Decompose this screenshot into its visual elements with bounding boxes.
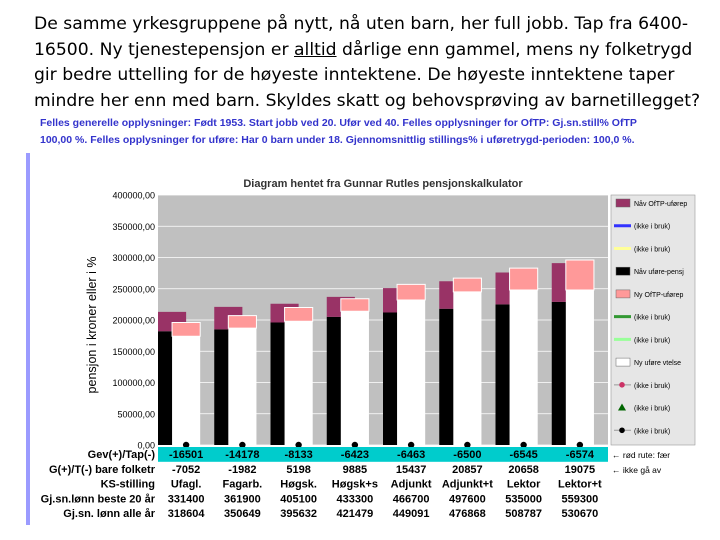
legend-label: Ny uføre vtelse <box>634 360 682 368</box>
legend-swatch <box>616 267 630 275</box>
table-cell: 331400 <box>167 493 205 506</box>
legend-swatch <box>616 358 630 366</box>
table-cell: 395632 <box>280 508 317 521</box>
table-cell: -1982 <box>228 463 257 476</box>
y-tick-label: 0,00 <box>137 440 155 451</box>
y-tick-label: 400000,00 <box>112 190 155 201</box>
bar-new-oftp <box>341 299 369 312</box>
table-cell: 405100 <box>280 493 317 506</box>
table-row-label: Gj.sn. lønn alle år <box>63 508 155 521</box>
legend-label: Nåv OfTP-uførep <box>634 201 688 208</box>
table-cell: Lektor <box>506 478 541 491</box>
table-row-label: G(+)/T(-) bare folketr <box>48 463 155 476</box>
bar-new-oftp <box>566 260 594 290</box>
legend-swatch <box>616 199 630 207</box>
table-cell: Adjunkt+t <box>441 478 493 491</box>
table-cell: Fagarb. <box>222 478 263 491</box>
table-row-note: ← rød rute: fær <box>612 450 671 460</box>
table-cell: -7052 <box>172 463 201 476</box>
table-cell: 449091 <box>392 508 430 521</box>
table-cell: 20857 <box>452 463 483 476</box>
legend-label: (ikke i bruk) <box>634 382 671 390</box>
bar-new-uforeytelse <box>397 300 425 445</box>
y-axis-label: pensjon i kroner eller i % <box>85 256 99 394</box>
table-cell: 9885 <box>342 463 368 476</box>
table-cell: Adjunkt <box>390 478 432 491</box>
header-line-2: 100,00 %. Felles opplysninger for uføre: Har 0 barn under 18. Gjennomsnittlig stillings% i uføretrygd-perioden: 100,0 %. <box>40 134 635 146</box>
table-cell: 535000 <box>505 493 542 506</box>
table-cell: -6463 <box>397 449 426 461</box>
table-cell: 361900 <box>224 493 261 506</box>
bar-new-uforeytelse <box>510 290 538 445</box>
y-tick-label: 200000,00 <box>112 315 155 326</box>
table-cell: 421479 <box>336 508 374 521</box>
table-cell: 5198 <box>286 463 311 476</box>
table-cell: -8133 <box>284 449 313 461</box>
bar-new-uforeytelse <box>172 336 200 445</box>
table-cell: -6500 <box>453 449 482 461</box>
table-cell: 497600 <box>449 493 486 506</box>
table-cell: 318604 <box>167 508 205 521</box>
bar-new-oftp <box>228 316 256 329</box>
table-cell: 559300 <box>561 493 599 506</box>
table-cell: -6574 <box>565 449 594 461</box>
table-cell: 508787 <box>505 508 542 521</box>
bar-new-uforeytelse <box>566 290 594 445</box>
table-cell: -14178 <box>225 449 260 461</box>
legend-label: (ikke i bruk) <box>634 405 671 413</box>
table-cell: Ufagl. <box>170 478 202 491</box>
table-cell: 530670 <box>561 508 599 521</box>
bar-new-oftp <box>172 323 200 337</box>
table-cell: Høgsk. <box>280 478 317 491</box>
legend-swatch <box>619 427 625 433</box>
legend-label: (ikke i bruk) <box>634 314 671 322</box>
general-info-header <box>26 113 698 153</box>
pension-chart <box>26 155 698 525</box>
y-tick-label: 350000,00 <box>112 221 155 232</box>
table-cell: 466700 <box>392 493 430 506</box>
table-cell: 433300 <box>336 493 374 506</box>
table-cell: 15437 <box>395 463 427 476</box>
table-cell: Lektor+t <box>558 478 602 491</box>
table-cell: 476868 <box>449 508 486 521</box>
bar-new-oftp <box>510 268 538 290</box>
table-cell: 19075 <box>564 463 596 476</box>
legend-label: (ikke i bruk) <box>634 246 671 254</box>
table-row-label: Gj.sn.lønn beste 20 år <box>40 493 155 506</box>
y-tick-label: 50000,00 <box>117 409 155 420</box>
table-cell: 350649 <box>224 508 261 521</box>
table-cell: -6545 <box>509 449 538 461</box>
header-line-1: Felles generelle opplysninger: Født 1953. Start jobb ved 20. Ufør ved 40. Felles opplysninger for OfTP: Gj.sn.still% OfTP <box>40 117 637 129</box>
bar-new-oftp <box>453 278 481 292</box>
y-tick-label: 150000,00 <box>112 346 155 357</box>
legend-label: Ny OfTP-uførep <box>634 291 684 299</box>
legend-label: (ikke i bruk) <box>634 223 671 231</box>
legend-label: Nåv uføre-pensj <box>634 269 684 277</box>
bar-new-uforeytelse <box>285 321 313 445</box>
table-cell: 20658 <box>508 463 539 476</box>
legend-label: (ikke i bruk) <box>634 337 671 345</box>
table-cell: Høgsk+s <box>331 478 378 491</box>
bar-new-uforeytelse <box>228 328 256 445</box>
y-tick-label: 300000,00 <box>112 253 155 263</box>
chart-title: Diagram hentet fra Gunnar Rutles pensjonskalkulator <box>243 178 523 190</box>
bar-new-uforeytelse <box>341 311 369 445</box>
bar-new-uforeytelse <box>453 292 481 445</box>
legend-swatch <box>619 382 625 388</box>
table-cell: -16501 <box>168 449 204 461</box>
title-underlined-word: alltid <box>294 39 337 60</box>
y-tick-label: 100000,00 <box>112 378 155 388</box>
table-row-label: KS-stilling <box>100 478 155 491</box>
legend-swatch <box>616 290 630 298</box>
y-tick-label: 250000,00 <box>112 284 155 295</box>
title-text-part1: De samme yrkesgruppene på nytt, nå uten barn, her full jobb. Tap fra 6400-16500. Ny tjenestepensjon er <box>34 14 689 60</box>
bar-new-oftp <box>397 284 425 300</box>
table-row-label: Gev(+)/Tap(-) <box>87 449 155 461</box>
slide-title <box>34 12 704 114</box>
table-row-note: ← ikke gå av <box>612 464 662 475</box>
legend-label: (ikke i bruk) <box>634 428 671 436</box>
chart-container <box>26 155 698 525</box>
bar-new-oftp <box>285 308 313 322</box>
table-cell: -6423 <box>340 449 369 461</box>
title-text-part2: dårlige enn gammel, mens ny folketrygd gir bedre uttelling for de høyeste inntektene. De høyeste inntektene taper mindre her enn med barn. Skyldes skatt og behovsprøving av barnetillegget? <box>34 39 701 111</box>
